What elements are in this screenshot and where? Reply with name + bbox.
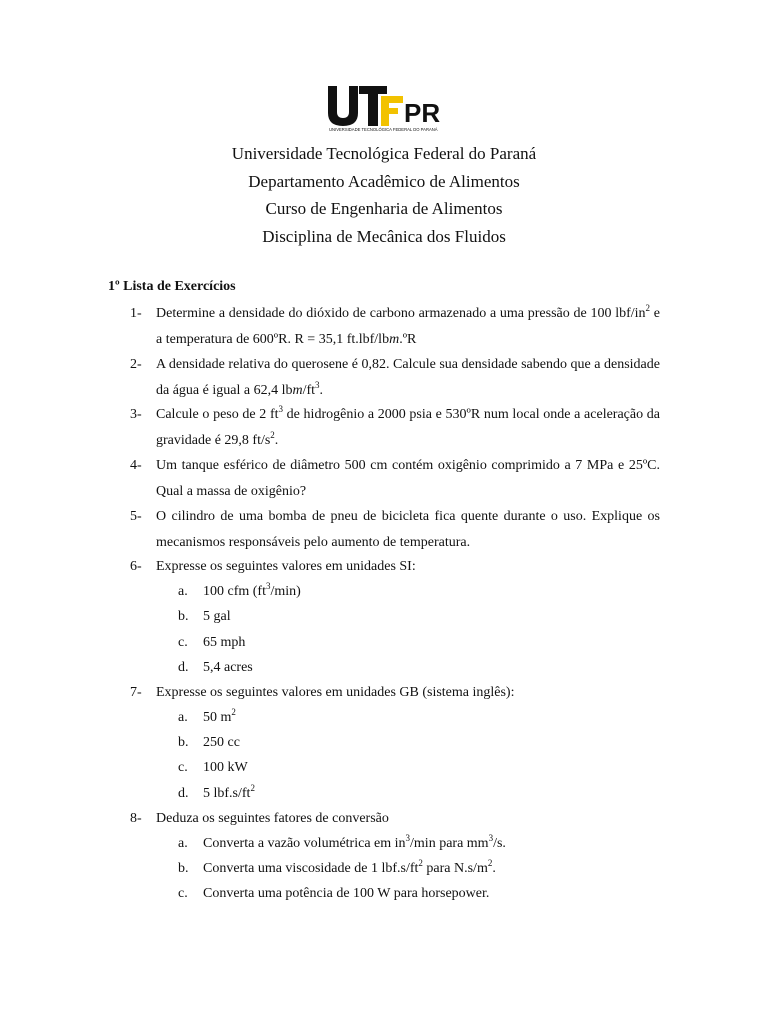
exercise-6: 6- Expresse os seguintes valores em unidades SI:	[130, 559, 416, 574]
q6-subitem-c: c. 65 mph	[178, 635, 246, 650]
q7-subitem-c: c. 100 kW	[178, 760, 248, 775]
course-name: Curso de Engenharia de Alimentos	[265, 199, 503, 218]
exercise-8: 8- Deduza os seguintes fatores de conversão	[130, 811, 389, 826]
exercise-3: 3- Calcule o peso de 2 $ft^3$ de hidrogênio a 2000 psia e 530ºR num local onde a aceleração da gravidade é 29,8 $ft/s^2$.	[130, 404, 660, 448]
exercise-5: 5- O cilindro de uma bomba de pneu de bicicleta fica quente durante o uso. Explique os mecanismos responsáveis pelo aumento de temperatura.	[130, 509, 660, 550]
exercise-2: 2- A densidade relativa do querosene é 0,82. Calcule sua densidade sabendo que a densidade da água é igual a 62,4 lbm/$ft^3$.	[130, 357, 660, 398]
document-header	[0, 140, 768, 250]
discipline-name: Disciplina de Mecânica dos Fluidos	[262, 226, 506, 246]
department-name: Departamento Acadêmico de Alimentos	[248, 171, 520, 191]
list-title: 1º Lista de Exercícios	[108, 279, 236, 294]
utfpr-logo	[326, 84, 442, 132]
exercise-1: 1- Determine a densidade do dióxido de carbono armazenado a uma pressão de 100 lbf/$in^2$ e a temperatura de 600ºR. R = 35,1 ft.lbf/lbm.ºR	[130, 303, 660, 347]
q6-subitem-b: b. 5 gal	[178, 609, 231, 624]
university-name: Universidade Tecnológica Federal do Paraná	[231, 144, 537, 163]
logo-pr-text: PR	[404, 98, 441, 128]
q6-subitem-a: a. 100 cfm $(ft^3/\min)$	[178, 581, 301, 599]
q8-subitem-b: b. Converta uma viscosidade de 1 $lbf.s/ft^2$ para $N.s/m^2$.	[178, 858, 496, 876]
logo-subtitle: UNIVERSIDADE TECNOLÓGICA FEDERAL DO PARANÁ	[329, 127, 438, 132]
q8-subitem-a: a. Converta a vazão volumétrica em $in^3/\min$ para $mm^3/s$.	[178, 833, 506, 851]
q7-subitem-b: b. 250 cc	[178, 735, 240, 750]
exercise-7: 7- Expresse os seguintes valores em unidades GB (sistema inglês):	[130, 685, 515, 700]
q8-subitem-c: c. Converta uma potência de 100 W para horsepower.	[178, 886, 490, 901]
q6-subitem-d: d. 5,4 acres	[178, 660, 253, 675]
utfpr-logo-graphic	[326, 84, 442, 132]
q7-subitem-d: d. 5 $lbf.s/ft^2$	[178, 783, 255, 801]
exercise-4: 4- Um tanque esférico de diâmetro 500 cm contém oxigênio comprimido a 7 MPa e 25ºC. Qual a massa de oxigênio?	[130, 458, 660, 499]
q7-subitem-a: a. 50 $m^2$	[178, 707, 236, 725]
